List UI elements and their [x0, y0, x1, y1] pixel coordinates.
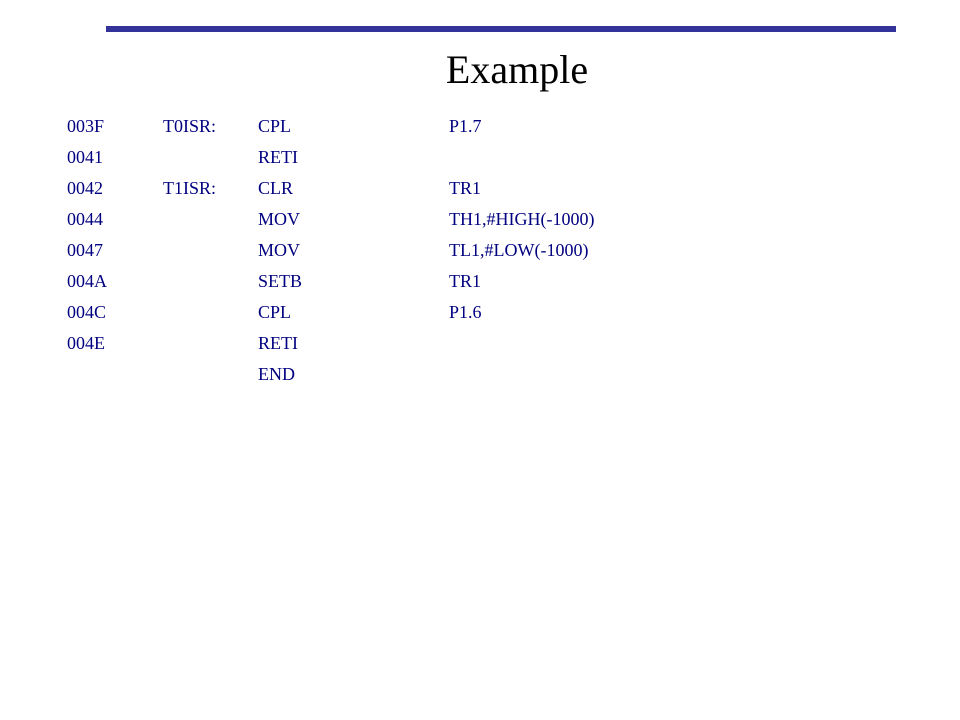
code-address: 004E — [67, 333, 105, 353]
code-address: 0042 — [67, 178, 103, 198]
code-listing — [67, 111, 767, 390]
code-line — [67, 111, 767, 142]
code-line — [67, 173, 767, 204]
code-label: T1ISR: — [163, 178, 217, 198]
code-mnemonic: MOV — [258, 209, 301, 229]
code-mnemonic: END — [258, 364, 295, 384]
code-mnemonic: CLR — [258, 178, 294, 198]
code-mnemonic: CPL — [258, 302, 292, 322]
code-operand: P1.7 — [449, 116, 482, 136]
code-mnemonic: MOV — [258, 240, 301, 260]
code-line — [67, 142, 767, 173]
code-operand: TL1,#LOW(-1000) — [449, 240, 589, 260]
code-mnemonic: RETI — [258, 333, 298, 353]
code-operand: TR1 — [449, 271, 482, 291]
code-line — [67, 235, 767, 266]
code-address: 004C — [67, 302, 107, 322]
title-rule — [106, 26, 896, 32]
code-line — [67, 297, 767, 328]
code-mnemonic: CPL — [258, 116, 292, 136]
code-line — [67, 328, 767, 359]
code-label: T0ISR: — [163, 116, 217, 136]
code-address: 004A — [67, 271, 107, 291]
code-mnemonic: RETI — [258, 147, 298, 167]
code-address: 0047 — [67, 240, 103, 260]
slide-title: Example — [445, 47, 589, 92]
code-address: 0041 — [67, 147, 103, 167]
code-line — [67, 204, 767, 235]
code-address: 003F — [67, 116, 105, 136]
code-line — [67, 266, 767, 297]
code-operand: P1.6 — [449, 302, 482, 322]
code-operand: TH1,#HIGH(-1000) — [449, 209, 595, 229]
code-address: 0044 — [67, 209, 103, 229]
code-operand: TR1 — [449, 178, 482, 198]
code-mnemonic: SETB — [258, 271, 303, 291]
code-line — [67, 359, 767, 390]
